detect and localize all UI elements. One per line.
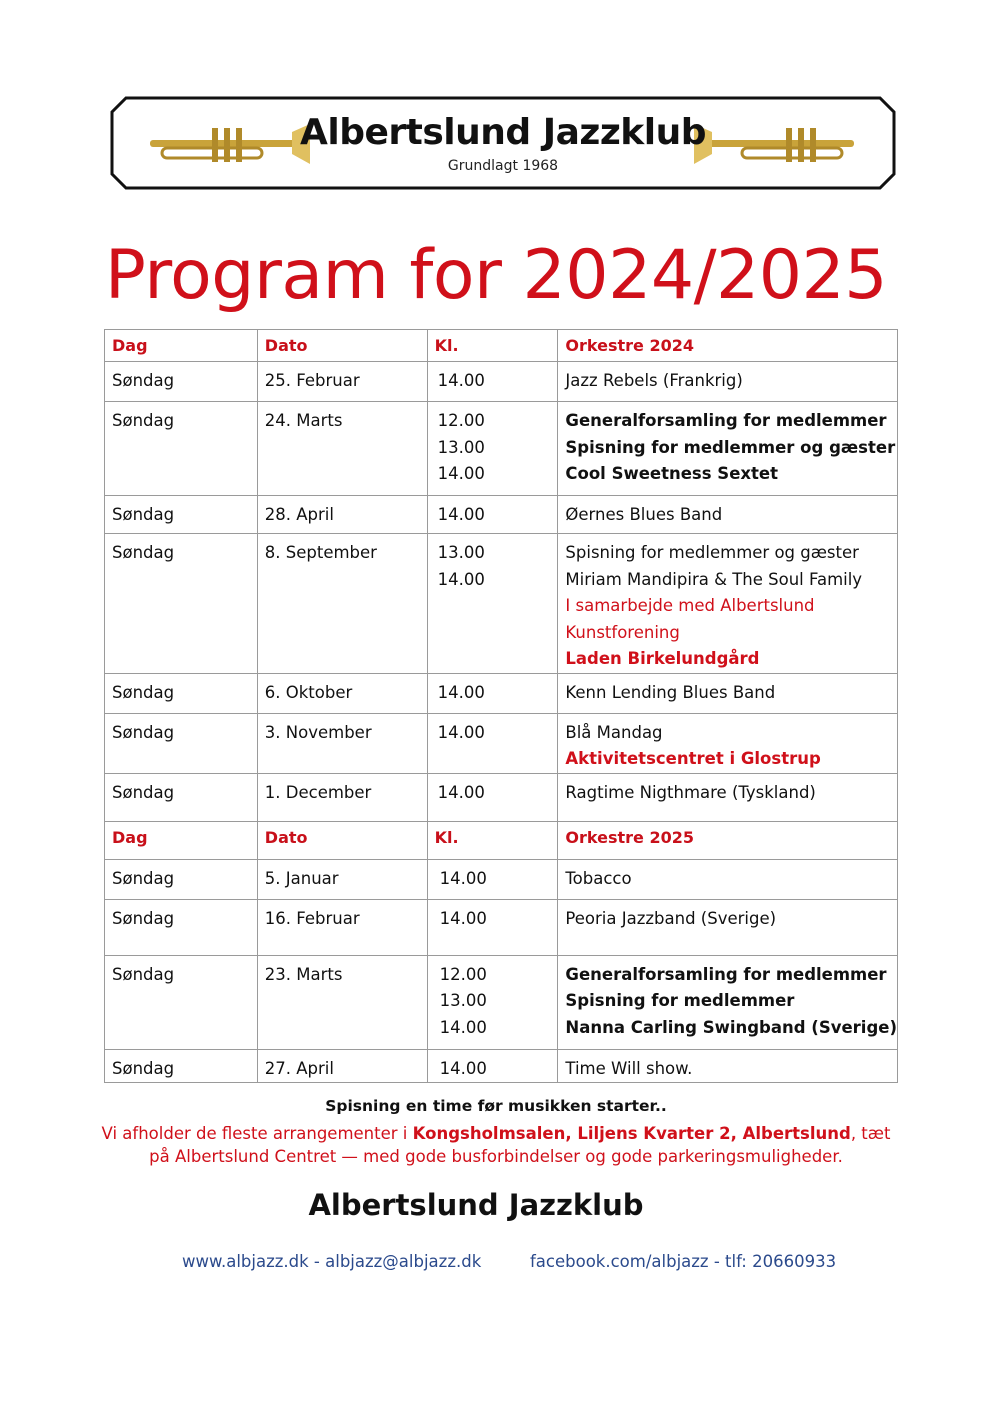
row-day: Søndag: [105, 534, 258, 674]
row-band-line: Ragtime Nigthmare (Tyskland): [565, 782, 816, 802]
table-row: [105, 899, 898, 955]
row-band: [558, 773, 898, 821]
row-time: 14.00: [439, 1058, 487, 1078]
row-band: [558, 496, 898, 534]
row-band: [558, 534, 898, 674]
row-band-line: Cool Sweetness Sextet: [565, 464, 778, 483]
row-band: [558, 402, 898, 496]
header-day: Dag: [105, 821, 258, 859]
header-band: Orkestre 2025: [558, 821, 898, 859]
row-day: Søndag: [105, 713, 258, 773]
page-title: Program for 2024/2025: [104, 236, 888, 315]
table-row: [105, 496, 898, 534]
row-date: 25. Februar: [257, 362, 427, 402]
row-time: 12.00: [437, 411, 485, 430]
row-date: 16. Februar: [257, 899, 427, 955]
row-band: [558, 955, 898, 1049]
row-band-line: Time Will show.: [565, 1058, 693, 1078]
row-date: 27. April: [257, 1049, 427, 1083]
table-row: [105, 362, 898, 402]
row-band-line: Spisning for medlemmer og gæster: [565, 437, 896, 457]
row-day: Søndag: [105, 773, 258, 821]
row-date: 6. Oktober: [257, 673, 427, 713]
table-row: [105, 534, 898, 674]
dinner-note: Spisning en time før musikken starter..: [325, 1097, 667, 1115]
row-date: 8. September: [257, 534, 427, 674]
table-row: [105, 673, 898, 713]
row-times: [427, 362, 558, 402]
venue-note-post: , tæt på Albertslund Centret — med gode busforbindelser og gode parkeringsmuligheder.: [149, 1124, 891, 1166]
row-band: [558, 859, 898, 899]
row-band: [558, 362, 898, 402]
row-day: Søndag: [105, 899, 258, 955]
table-row: [105, 1049, 898, 1083]
row-times: [427, 859, 558, 899]
row-times: [427, 402, 558, 496]
row-band-line: Kunstforening: [565, 622, 680, 642]
row-band-line: Generalforsamling for medlemmer: [565, 964, 887, 984]
row-time: 14.00: [437, 682, 485, 702]
venue-address: Kongsholmsalen, Liljens Kvarter 2, Albertslund: [412, 1124, 851, 1143]
row-time: 14.00: [439, 908, 487, 928]
row-times: [427, 899, 558, 955]
row-times: [427, 773, 558, 821]
row-time: 12.00: [439, 964, 487, 984]
venue-note: [90, 1122, 902, 1168]
row-day: Søndag: [105, 955, 258, 1049]
contact-web-email[interactable]: www.albjazz.dk - albjazz@albjazz.dk: [182, 1252, 482, 1271]
row-date: 1. December: [257, 773, 427, 821]
row-band: [558, 713, 898, 773]
row-band-line: Kenn Lending Blues Band: [565, 682, 776, 702]
table-row: [105, 713, 898, 773]
venue-note-pre: Vi afholder de fleste arrangementer i: [101, 1124, 413, 1143]
table-row: [105, 773, 898, 821]
row-day: Søndag: [105, 1049, 258, 1083]
row-band-line: Generalforsamling for medlemmer: [565, 411, 887, 430]
program-table: [104, 329, 898, 1083]
row-time: 13.00: [437, 543, 485, 562]
row-date: 3. November: [257, 713, 427, 773]
row-times: [427, 713, 558, 773]
row-band-line: Peoria Jazzband (Sverige): [565, 908, 777, 928]
header-day: Dag: [105, 330, 258, 362]
header-time: Kl.: [427, 330, 558, 362]
row-time: 14.00: [437, 782, 485, 802]
row-time: 13.00: [439, 991, 487, 1010]
table-row: [105, 859, 898, 899]
row-time: 14.00: [437, 371, 485, 390]
row-times: [427, 496, 558, 534]
row-band-line: Jazz Rebels (Frankrig): [565, 371, 743, 390]
row-times: [427, 1049, 558, 1083]
club-name: Albertslund Jazzklub: [308, 1188, 644, 1222]
row-band-line: Aktivitetscentret i Glostrup: [565, 749, 821, 768]
row-date: 5. Januar: [257, 859, 427, 899]
row-time: 14.00: [439, 868, 487, 888]
row-band: [558, 899, 898, 955]
row-day: Søndag: [105, 402, 258, 496]
row-band: [558, 1049, 898, 1083]
row-time: 14.00: [437, 464, 485, 483]
row-band-line: Øernes Blues Band: [565, 505, 723, 524]
row-band-line: Nanna Carling Swingband (Sverige): [565, 1017, 898, 1037]
row-band-line: Blå Mandag: [565, 722, 663, 742]
header-date: Dato: [257, 821, 427, 859]
row-date: 23. Marts: [257, 955, 427, 1049]
header-time: Kl.: [427, 821, 558, 859]
row-date: 24. Marts: [257, 402, 427, 496]
row-band-line: Spisning for medlemmer og gæster: [565, 543, 859, 562]
row-day: Søndag: [105, 362, 258, 402]
row-band-line: Spisning for medlemmer: [565, 991, 795, 1010]
row-band: [558, 673, 898, 713]
header-date: Dato: [257, 330, 427, 362]
row-band-line: Miriam Mandipira & The Soul Family: [565, 569, 863, 589]
row-band-line: I samarbejde med Albertslund: [565, 596, 815, 615]
table-header-row: [105, 821, 898, 859]
row-times: [427, 534, 558, 674]
row-time: 14.00: [437, 569, 485, 589]
row-day: Søndag: [105, 673, 258, 713]
banner-subtitle: Grundlagt 1968: [447, 158, 559, 174]
contact-facebook-phone[interactable]: facebook.com/albjazz - tlf: 20660933: [530, 1252, 837, 1271]
banner-title: Albertslund Jazzklub: [300, 112, 706, 153]
row-day: Søndag: [105, 859, 258, 899]
row-day: Søndag: [105, 496, 258, 534]
header-band: Orkestre 2024: [558, 330, 898, 362]
table-row: [105, 955, 898, 1049]
row-times: [427, 955, 558, 1049]
row-time: 13.00: [437, 437, 485, 457]
row-band-line: Tobacco: [565, 868, 632, 888]
row-date: 28. April: [257, 496, 427, 534]
row-time: 14.00: [437, 505, 485, 524]
table-header-row: [105, 330, 898, 362]
row-time: 14.00: [439, 1017, 487, 1037]
table-row: [105, 402, 898, 496]
row-band-line: Laden Birkelundgård: [565, 649, 760, 668]
row-time: 14.00: [437, 722, 485, 742]
club-banner: [110, 96, 896, 190]
row-times: [427, 673, 558, 713]
